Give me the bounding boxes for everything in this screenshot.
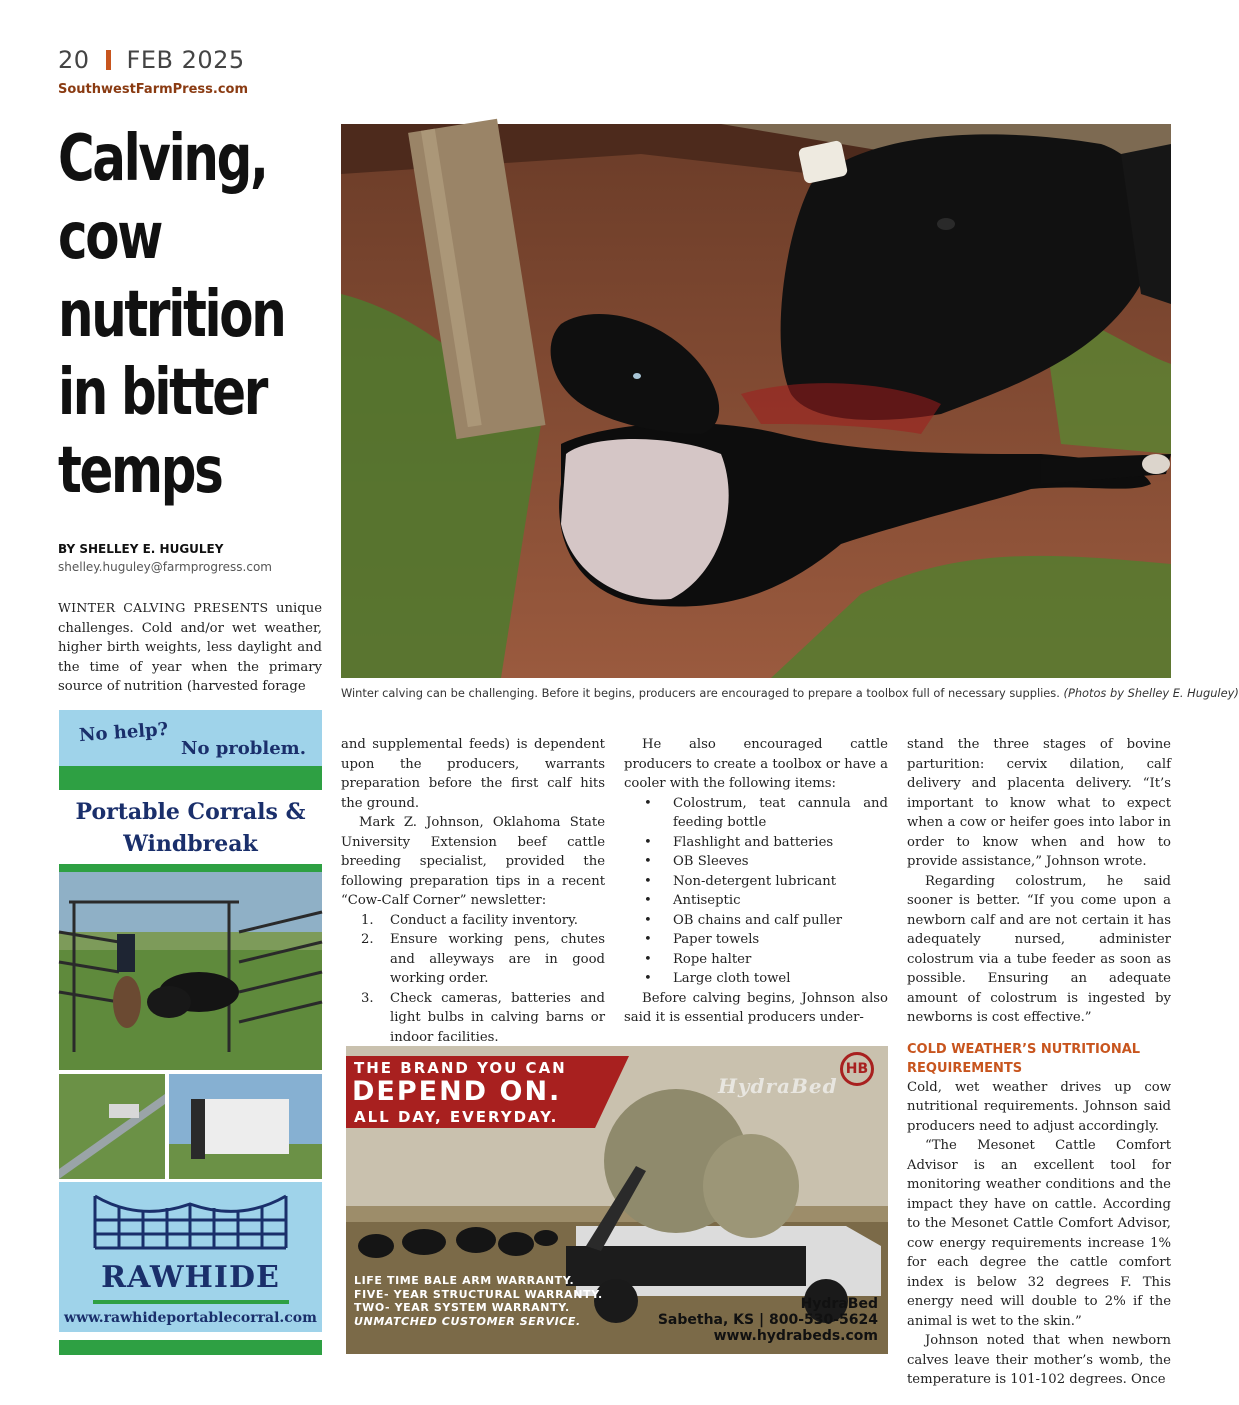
list-item xyxy=(624,833,888,853)
headline-line: temps xyxy=(58,434,222,508)
warranty-line: FIVE- YEAR STRUCTURAL WARRANTY. xyxy=(354,1287,603,1301)
paragraph: stand the three stages of bovine parturition: cervix dilation, calf delivery and placenta delivery. “It’s important to know what to expect when a cow or heifer goes into labor in order to know when and how to provide assistance,” Johnson wrote. xyxy=(907,737,1171,869)
hydrabed-logo-icon: HB xyxy=(840,1052,874,1086)
company-url[interactable]: www.hydrabeds.com xyxy=(713,1328,878,1344)
warranty-list xyxy=(354,1274,603,1328)
bullet: • xyxy=(644,951,652,967)
paragraph: Regarding colostrum, he said sooner is better. “If you come upon a newborn calf and are not certain it has adequately nursed, administer colostrum via a tube feeder as soon as possible. Ensuring an adequate amount of colostrum is ingested by newborns is cost effective.” xyxy=(907,873,1171,1025)
lead-paragraph xyxy=(58,598,322,698)
list-item xyxy=(624,794,888,833)
caption-text: Winter calving can be challenging. Before it begins, producers are encouraged to prepare a toolbox full of necessary supplies. xyxy=(341,686,1060,700)
list-item xyxy=(341,930,605,989)
headline-line: Calving, xyxy=(58,122,267,196)
ad-header-band xyxy=(59,710,322,766)
photo-illustration xyxy=(341,124,1171,678)
hydrabed-advertisement[interactable] xyxy=(346,1046,888,1354)
byline: BY SHELLEY E. HUGULEY xyxy=(58,542,224,556)
list-item xyxy=(624,950,888,970)
corral-gate-logo xyxy=(59,1182,322,1262)
list-item xyxy=(341,911,605,931)
service-line: UNMATCHED CUSTOMER SERVICE. xyxy=(354,1314,581,1328)
corral-photo xyxy=(59,872,322,1070)
photo-caption xyxy=(341,686,1239,700)
ad-green-band xyxy=(59,766,322,790)
lead-caps: WINTER CALVING PRESENTS xyxy=(58,600,269,615)
warranty-line: LIFE TIME BALE ARM WARRANTY. xyxy=(354,1274,575,1287)
paragraph: He also encouraged cattle producers to create a toolbox or have a cooler with the following items: xyxy=(624,737,888,791)
list-text: Conduct a facility inventory. xyxy=(390,912,579,928)
bullet: • xyxy=(644,873,652,889)
list-text: Rope halter xyxy=(673,951,752,967)
ad-headline-line: ALL DAY, EVERYDAY. xyxy=(354,1108,559,1126)
page-number: 20 xyxy=(58,46,90,74)
list-item xyxy=(341,989,605,1048)
headline-line: cow xyxy=(58,200,161,274)
headline-line: in bitter xyxy=(58,356,267,430)
cow-and-calf-photo xyxy=(341,124,1171,678)
ad-green-band xyxy=(59,864,322,872)
article-column-3 xyxy=(907,735,1171,1390)
ad-headline-line: DEPEND ON. xyxy=(352,1076,562,1107)
toolbox-list xyxy=(624,794,888,989)
headline-line: nutrition xyxy=(58,278,285,352)
rawhide-brand: RAWHIDE xyxy=(101,1260,280,1295)
list-item xyxy=(624,911,888,931)
list-number: 2. xyxy=(361,932,374,947)
ad-title xyxy=(59,796,322,860)
portable-corral-photo xyxy=(169,1074,322,1179)
list-text: Flashlight and batteries xyxy=(673,834,834,850)
paragraph: Cold, wet weather drives up cow nutritional requirements. Johnson said producers need to adjust accordingly. xyxy=(907,1079,1171,1134)
paragraph: Johnson noted that when newborn calves leave their mother’s womb, the temperature is 101-102 degrees. Once xyxy=(907,1333,1171,1387)
article-column-1 xyxy=(341,735,605,1047)
list-text: Check cameras, batteries and light bulbs in calving barns or indoor facilities. xyxy=(390,990,605,1045)
list-text: OB Sleeves xyxy=(673,854,749,869)
company-phone: Sabetha, KS | 800-530-5624 xyxy=(657,1312,878,1328)
rawhide-advertisement[interactable] xyxy=(59,710,322,1355)
list-item xyxy=(624,891,888,911)
bullet: • xyxy=(644,971,652,986)
hydrabed-wordmark: HydraBed xyxy=(718,1074,838,1098)
paragraph: Before calving begins, Johnson also said it is essential producers under- xyxy=(624,990,888,1025)
bullet: • xyxy=(644,932,652,947)
paragraph: “The Mesonet Cattle Comfort Advisor is an excellent tool for monitoring weather conditions and the impact they have on cattle. According to the Mesonet Cattle Comfort Advisor, cow energy requirements increase 1% for each degree the cattle comfort index is below 32 degrees F. This energy need will double to 2% if the animal is wet to the skin.” xyxy=(907,1138,1171,1329)
bullet: • xyxy=(644,854,652,869)
ad-title-line: Windbreak xyxy=(123,831,258,857)
ad-contact xyxy=(658,1296,878,1344)
paragraph: Mark Z. Johnson, Oklahoma State University Extension beef cattle breeding specialist, provided the following preparation tips in a recent “Cow-Calf Corner” newsletter: xyxy=(341,815,605,908)
issue-date: FEB 2025 xyxy=(126,46,245,74)
list-text: Antiseptic xyxy=(673,893,741,908)
author-email[interactable]: shelley.huguley@farmprogress.com xyxy=(58,560,272,574)
rawhide-url[interactable]: www.rawhideportablecorral.com xyxy=(64,1310,317,1326)
list-text: Paper towels xyxy=(673,932,760,947)
bullet: • xyxy=(644,912,652,928)
tips-list xyxy=(341,911,605,1048)
list-text: Non-detergent lubricant xyxy=(673,873,837,889)
paragraph: and supplemental feeds) is dependent upon the producers, warrants preparation before the first calf hits the ground. xyxy=(341,737,605,811)
bullet: • xyxy=(644,893,652,908)
ad-headline-line: THE BRAND YOU CAN xyxy=(354,1059,567,1077)
list-text: Colostrum, teat cannula and feeding bottle xyxy=(673,795,888,830)
ad-title-line: Portable Corrals & xyxy=(75,799,306,825)
section-subhead: COLD WEATHER’S NUTRITIONAL REQUIREMENTS xyxy=(907,1041,1141,1076)
list-item xyxy=(624,969,888,989)
ad-tagline-2: No problem. xyxy=(181,738,306,759)
bullet: • xyxy=(644,834,652,850)
list-text: OB chains and calf puller xyxy=(673,912,843,928)
list-number: 1. xyxy=(361,912,374,928)
page-folio xyxy=(58,46,245,74)
list-text: Large cloth towel xyxy=(673,971,791,986)
ad-tagline-1: No help? xyxy=(78,718,169,747)
lead-text: unique challenges. Cold and/or wet weather, higher birth weights, less daylight and the time of year when the primary source of nutrition (harvested forage xyxy=(58,601,322,694)
company-name: HydraBed xyxy=(800,1296,878,1312)
list-number: 3. xyxy=(361,990,374,1006)
folio-divider xyxy=(106,50,111,70)
list-item xyxy=(624,930,888,950)
list-item xyxy=(624,852,888,872)
list-text: Ensure working pens, chutes and alleyways are in good working order. xyxy=(390,932,605,986)
headline xyxy=(58,120,285,510)
photo-credit: (Photos by Shelley E. Huguley) xyxy=(1063,686,1239,700)
windbreak-photo xyxy=(59,1074,165,1179)
list-item xyxy=(624,872,888,892)
ad-green-band xyxy=(59,1340,322,1355)
warranty-line: TWO- YEAR SYSTEM WARRANTY. xyxy=(354,1301,570,1314)
site-url[interactable]: SouthwestFarmPress.com xyxy=(58,82,248,97)
brand-underline xyxy=(93,1300,289,1304)
bullet: • xyxy=(644,795,652,811)
article-column-2 xyxy=(624,735,888,1028)
